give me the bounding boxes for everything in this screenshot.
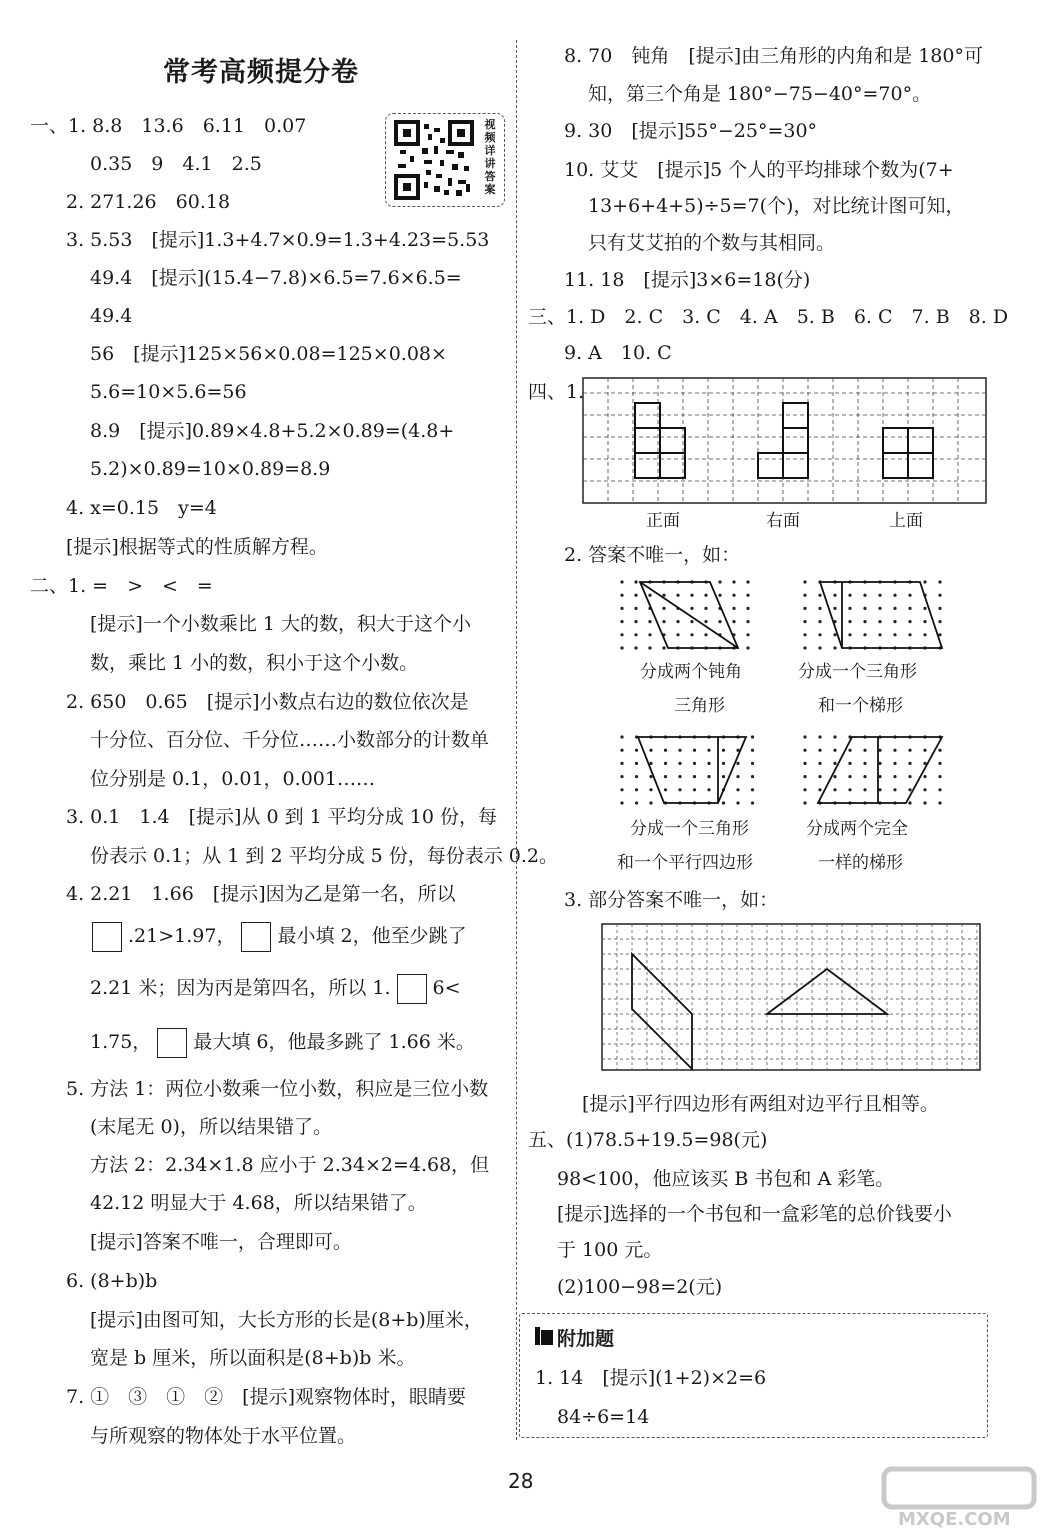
answer-line: (2)100−98=2(元) — [557, 1276, 723, 1298]
answer-line: 知，第三个角是 180°−75−40°=70°。 — [588, 83, 932, 105]
answer-line: 49.4 — [90, 305, 133, 327]
answer-line: 7. ① ③ ① ② [提示]观察物体时，眼睛要 — [66, 1386, 466, 1408]
split-label: 三角形 — [674, 696, 725, 716]
view-label: 正面 — [646, 511, 680, 531]
answer-line: 42.12 明显大于 4.68，所以结果错了。 — [90, 1192, 427, 1214]
answer-line: 2.21 米；因为丙是第四名，所以 1. 6< — [90, 974, 461, 1004]
answer-line: 98<100，他应该买 B 书包和 A 彩笔。 — [557, 1168, 895, 1190]
split-label: 和一个梯形 — [818, 696, 903, 716]
blank-box — [157, 1028, 187, 1058]
answer-line: 四、1. — [528, 381, 585, 403]
answer-line: .21>1.97， 最小填 2，他至少跳了 — [86, 922, 467, 952]
split-label: 分成一个三角形 — [798, 662, 917, 682]
answer-line: [提示]平行四边形有两组对边平行且相等。 — [582, 1093, 939, 1115]
split-label: 分成两个钝角 — [640, 662, 742, 682]
view-label: 上面 — [889, 511, 923, 531]
answer-line: 1.75， 最大填 6，他最多跳了 1.66 米。 — [90, 1028, 475, 1058]
answer-line: 2. 答案不唯一，如： — [564, 544, 741, 566]
answer-line: 宽是 b 厘米，所以面积是(8+b)b 米。 — [90, 1347, 416, 1369]
watermark-logo — [880, 1465, 1050, 1531]
answer-line: [提示]由图可知，大长方形的长是(8+b)厘米， — [90, 1309, 483, 1331]
answer-line: 4. x=0.15 y=4 — [66, 497, 217, 519]
view-label: 右面 — [766, 511, 800, 531]
answer-line: [提示]一个小数乘比 1 大的数，积大于这个小 — [90, 613, 471, 635]
answer-line: 8. 70 钝角 [提示]由三角形的内角和是 180°可 — [564, 45, 983, 67]
answer-line: 5.2)×0.89=10×0.89=8.9 — [90, 458, 331, 480]
page-number: 28 — [508, 1469, 534, 1493]
answer-line: 5. 方法 1：两位小数乘一位小数，积应是三位小数 — [66, 1078, 489, 1100]
answer-line: 84÷6=14 — [557, 1406, 650, 1428]
answer-line: 2. 650 0.65 [提示]小数点右边的数位依次是 — [66, 691, 469, 713]
answer-line: 5.6=10×5.6=56 — [90, 381, 247, 403]
answer-line: 0.35 9 4.1 2.5 — [90, 153, 262, 175]
split-label: 分成一个三角形 — [630, 819, 749, 839]
answer-line: 11. 18 [提示]3×6=18(分) — [564, 269, 811, 291]
answer-line: 49.4 [提示](15.4−7.8)×6.5=7.6×6.5= — [90, 267, 462, 289]
watermark-text: MXQE.COM — [898, 1509, 1011, 1530]
bonus-section-title: 附加题 — [557, 1328, 615, 1350]
grid-shapes-figure — [602, 924, 980, 1070]
answer-line: 2. 271.26 60.18 — [66, 191, 231, 213]
answer-line: 方法 2：2.34×1.8 应小于 2.34×2=4.68，但 — [90, 1154, 490, 1176]
answer-line: 位分别是 0.1，0.01，0.001…… — [90, 768, 375, 790]
blank-box — [241, 922, 271, 952]
answer-line: 十分位、百分位、千分位……小数部分的计数单 — [90, 729, 490, 751]
answer-line: 1. 14 [提示](1+2)×2=6 — [535, 1367, 767, 1389]
answer-line: 三、1. D 2. C 3. C 4. A 5. B 6. C 7. B 8. D — [528, 306, 1009, 328]
three-views-figure — [583, 378, 986, 503]
qr-caption: 视频详讲答案 — [484, 118, 496, 196]
split-label: 和一个平行四边形 — [617, 853, 753, 873]
answer-line: 13+6+4+5)÷5=7(个)，对比统计图可知， — [588, 195, 965, 217]
qr-code-panel[interactable] — [385, 113, 505, 207]
answer-line: 于 100 元。 — [557, 1239, 663, 1261]
answer-line: 10. 艾艾 [提示]5 个人的平均排球个数为(7+ — [564, 159, 954, 181]
qr-code-icon — [394, 120, 474, 200]
split-label: 分成两个完全 — [806, 819, 908, 839]
answer-line: 与所观察的物体处于水平位置。 — [90, 1425, 357, 1447]
dot-grid-figure-4 — [802, 733, 950, 808]
answer-line: [提示]选择的一个书包和一盒彩笔的总价钱要小 — [557, 1203, 952, 1225]
answer-line: 份表示 0.1；从 1 到 2 平均分成 5 份，每份表示 0.2。 — [90, 845, 559, 867]
split-label: 一样的梯形 — [818, 853, 903, 873]
answer-line: 五、(1)78.5+19.5=98(元) — [528, 1129, 768, 1151]
answer-line: 3. 5.53 [提示]1.3+4.7×0.9=1.3+4.23=5.53 — [66, 229, 490, 251]
answer-line: [提示]根据等式的性质解方程。 — [66, 536, 328, 558]
column-divider — [516, 40, 517, 1440]
answer-line: 3. 0.1 1.4 [提示]从 0 到 1 平均分成 10 份，每 — [66, 806, 498, 828]
blank-box — [397, 974, 427, 1004]
dot-grid-figure-3 — [618, 733, 760, 808]
dot-grid-figure-2 — [802, 578, 950, 653]
answer-line: 只有艾艾拍的个数与其相同。 — [588, 232, 836, 254]
answer-line: 3. 部分答案不唯一，如： — [564, 889, 779, 911]
answer-line: 数，乘比 1 小的数，积小于这个小数。 — [90, 652, 419, 674]
answer-line: 6. (8+b)b — [66, 1270, 158, 1292]
answer-line: 二、1. = > < = — [30, 575, 213, 597]
bonus-section-icon — [535, 1327, 553, 1345]
page-title: 常考高频提分卷 — [163, 57, 359, 88]
answer-line: 一、1. 8.8 13.6 6.11 0.07 — [30, 115, 307, 137]
answer-line: [提示]答案不唯一，合理即可。 — [90, 1231, 352, 1253]
blank-box — [92, 922, 122, 952]
answer-line: 56 [提示]125×56×0.08=125×0.08× — [90, 343, 447, 365]
answer-line: 8.9 [提示]0.89×4.8+5.2×0.89=(4.8+ — [90, 420, 455, 442]
dot-grid-figure-1 — [618, 578, 753, 653]
answer-line: (末尾无 0)，所以结果错了。 — [90, 1116, 332, 1138]
answer-line: 9. 30 [提示]55°−25°=30° — [564, 120, 818, 142]
answer-line: 4. 2.21 1.66 [提示]因为乙是第一名，所以 — [66, 883, 456, 905]
answer-line: 9. A 10. C — [564, 342, 672, 364]
